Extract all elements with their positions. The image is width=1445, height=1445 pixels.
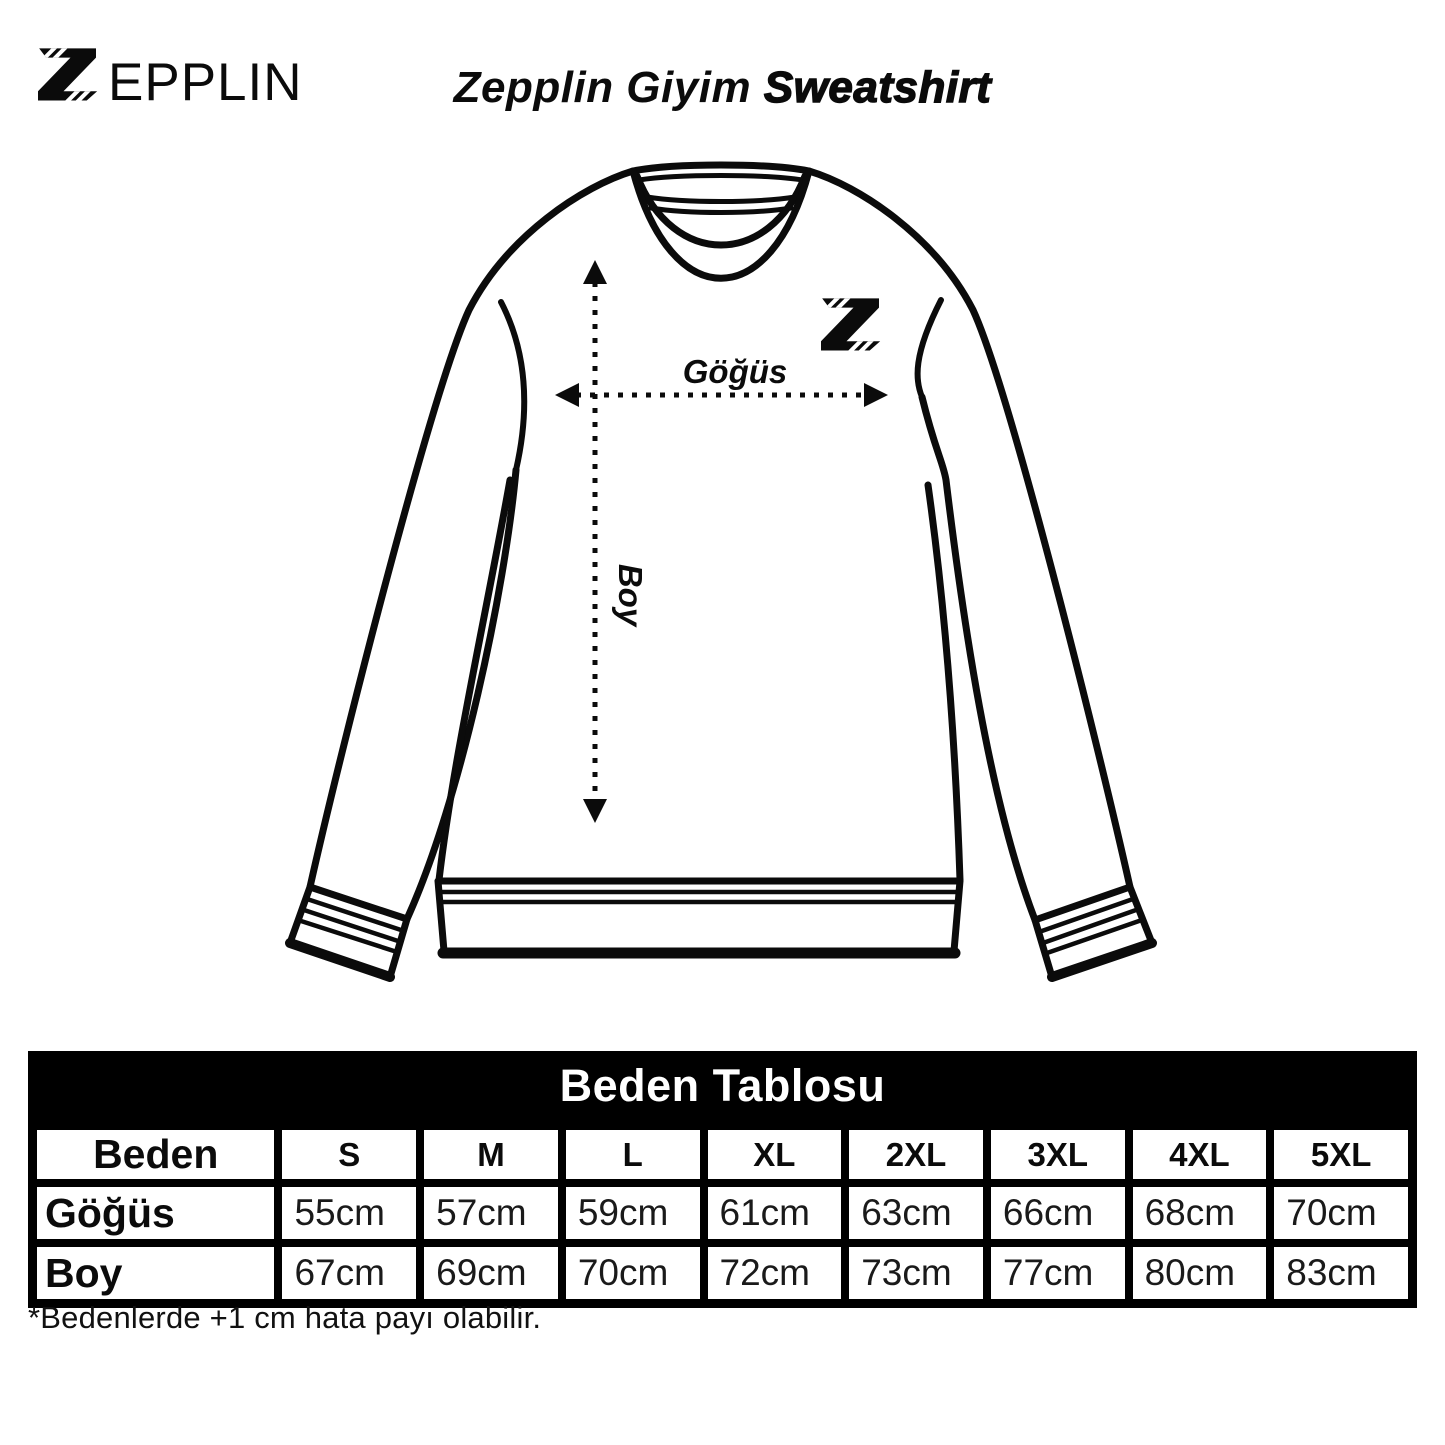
size-value-cell: 59cm — [562, 1183, 704, 1243]
footnote: *Bedenlerde +1 cm hata payı olabilir. — [28, 1300, 542, 1335]
length-measure-arrow — [583, 260, 607, 823]
size-table-grid — [29, 1122, 1416, 1307]
brand-name: EPPLIN — [108, 53, 303, 112]
size-value-cell: 72cm — [704, 1243, 846, 1303]
measure-row-label: Göğüs — [33, 1183, 278, 1243]
size-table — [28, 1051, 1417, 1308]
size-value-cell: 57cm — [420, 1183, 562, 1243]
size-value-cell: 61cm — [704, 1183, 846, 1243]
col-header-size: 5XL — [1270, 1126, 1412, 1183]
col-header-size: S — [278, 1126, 420, 1183]
chest-row — [33, 1183, 1412, 1243]
arrow-down-icon — [583, 799, 607, 823]
size-value-cell: 55cm — [278, 1183, 420, 1243]
size-value-cell: 73cm — [845, 1243, 987, 1303]
title-brand: Zepplin Giyim — [453, 63, 752, 112]
col-header-size: 2XL — [845, 1126, 987, 1183]
arrow-right-icon — [864, 383, 888, 407]
sweatshirt-diagram — [283, 150, 1163, 1030]
length-row — [33, 1243, 1412, 1303]
col-header-size: L — [562, 1126, 704, 1183]
size-value-cell: 83cm — [1270, 1243, 1412, 1303]
size-value-cell: 80cm — [1129, 1243, 1271, 1303]
col-header-size: XL — [704, 1126, 846, 1183]
title-product: Sweatshirt — [763, 63, 992, 112]
size-table-title: Beden Tablosu — [559, 1060, 886, 1111]
size-value-cell: 63cm — [845, 1183, 987, 1243]
size-header-row — [33, 1126, 1412, 1183]
col-header-size: 4XL — [1129, 1126, 1271, 1183]
chest-arrow-label: Göğüs — [682, 353, 788, 390]
size-value-cell: 66cm — [987, 1183, 1129, 1243]
arrow-up-icon — [583, 260, 607, 284]
size-value-cell: 68cm — [1129, 1183, 1271, 1243]
col-header-size: 3XL — [987, 1126, 1129, 1183]
length-arrow-label: Boy — [612, 563, 649, 627]
chest-z-icon — [816, 287, 882, 362]
size-value-cell: 77cm — [987, 1243, 1129, 1303]
page-title — [0, 64, 1445, 112]
size-value-cell: 70cm — [1270, 1183, 1412, 1243]
size-value-cell: 69cm — [420, 1243, 562, 1303]
col-header-beden: Beden — [33, 1126, 278, 1183]
sweatshirt-outline — [290, 165, 1152, 977]
measure-row-label: Boy — [33, 1243, 278, 1303]
col-header-size: M — [420, 1126, 562, 1183]
size-value-cell: 70cm — [562, 1243, 704, 1303]
arrow-left-icon — [555, 383, 579, 407]
size-value-cell: 67cm — [278, 1243, 420, 1303]
